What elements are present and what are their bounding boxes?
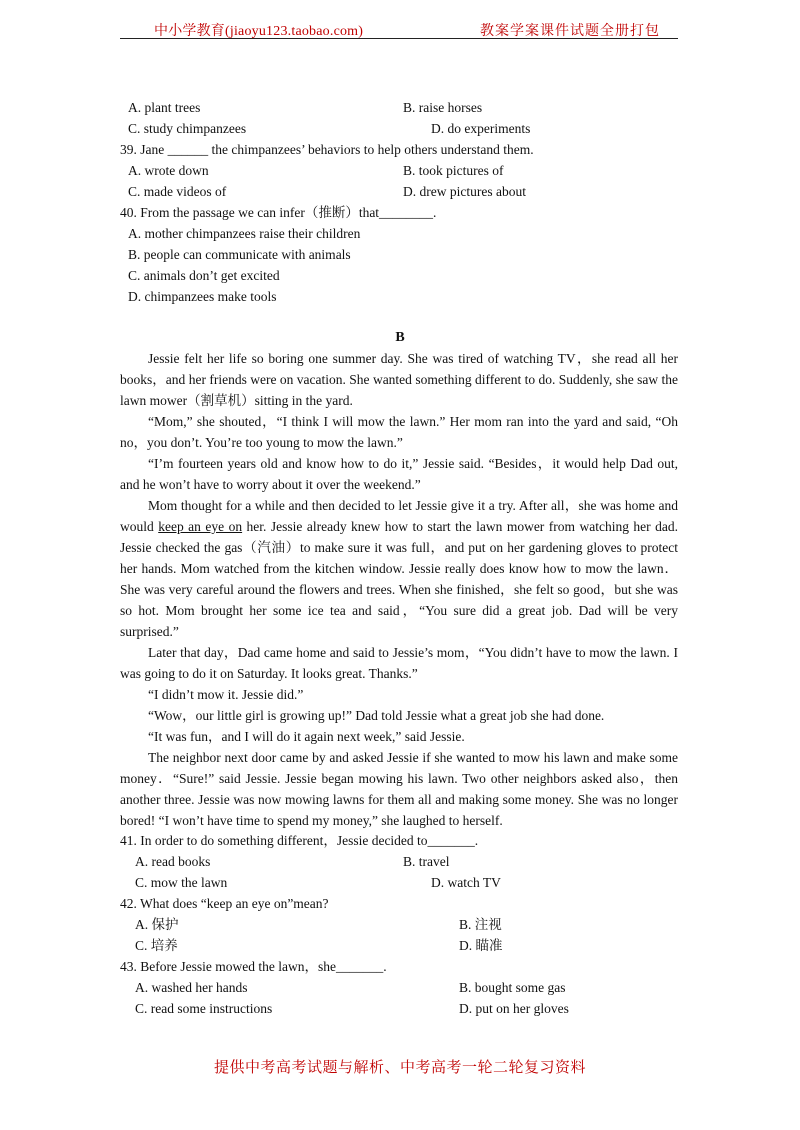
- q43-option-c: C. read some instructions: [135, 1001, 273, 1016]
- q41-option-d: D. watch TV: [431, 875, 501, 890]
- q42-option-c: C. 培养: [135, 938, 178, 953]
- q41-option-c: C. mow the lawn: [135, 875, 228, 890]
- q39-option-a: A. wrote down: [128, 163, 209, 178]
- passage-paragraph-9: The neighbor next door came by and asked Jessie if she wanted to mow his lawn and make some money．“Sure!” said Jessie. Jessie began mowing his lawn. Two other neighbors asked also，then another three. Jessie was now mowing lawns for them all and making some money. She was no longer bored! “I won’t have time to spend my money,” she laughed to herself.: [120, 750, 678, 828]
- header-right-text: 教案学案课件试题全册打包: [480, 24, 660, 39]
- underlined-phrase: keep an eye on: [158, 519, 243, 534]
- q38-option-b: B. raise horses: [403, 100, 483, 115]
- q39-stem: 39. Jane ______ the chimpanzees’ behaviors to help others understand them.: [120, 142, 534, 157]
- paragraph-4-end: her. Jessie already knew how to start the lawn mower from watching her dad. Jessie checked the gas（汽油）to make sure it was full，and put on her gardening gloves to protect her hands. Mom watched from the kitchen window. Jessie really does know how to mow the lawn．She was very careful around the flowers and trees. When she finished，she felt so good，but she was so hot. Mom brought her some ice tea and said，“You sure did a great job. Dad will be very surprised.”: [120, 519, 679, 639]
- q42-option-d: D. 瞄准: [459, 938, 503, 953]
- page-footer: 提供中考高考试题与解析、中考高考一轮二轮复习资料: [213, 1060, 586, 1076]
- q42-option-a: A. 保护: [135, 917, 179, 932]
- page-header: [120, 16, 678, 39]
- passage-paragraph-2: “Mom,” she shouted，“I think I will mow the lawn.” Her mom ran into the yard and said, “Oh no，you don’t. You’re too young to mow the lawn.”: [120, 414, 678, 450]
- q42-option-b: B. 注视: [459, 917, 502, 932]
- passage-paragraph-3: “I’m fourteen years old and know how to do it,” Jessie said. “Besides，it would help Dad out, and he won’t have to worry about it over the weekend.”: [120, 456, 678, 492]
- q43-option-b: B. bought some gas: [459, 980, 566, 995]
- passage-paragraph-8: “It was fun，and I will do it again next week,” said Jessie.: [148, 729, 465, 744]
- q40-option-c: C. animals don’t get excited: [128, 268, 280, 283]
- q40-stem: 40. From the passage we can infer（推断）that________.: [120, 205, 437, 220]
- q42-stem: 42. What does “keep an eye on”mean?: [120, 896, 329, 911]
- q39-option-d: D. drew pictures about: [403, 184, 526, 199]
- q40-option-b: B. people can communicate with animals: [128, 247, 351, 262]
- q43-stem: 43. Before Jessie mowed the lawn，she_______.: [120, 959, 387, 974]
- q43-option-a: A. washed her hands: [135, 980, 248, 995]
- paragraph-4-start: Mom thought for a while and then decided to let Jessie give it a try. After all，she was home and would: [120, 498, 678, 534]
- passage-paragraph-6: “I didn’t mow it. Jessie did.”: [148, 687, 304, 702]
- q38-option-d: D. do experiments: [431, 121, 531, 136]
- passage-paragraph-5: Later that day，Dad came home and said to Jessie’s mom，“You didn’t have to mow the lawn. I was going to do it on Saturday. It looks great. Thanks.”: [120, 645, 678, 681]
- header-left-text: 中小学教育(jiaoyu123.taobao.com): [154, 24, 364, 39]
- q38-option-c: C. study chimpanzees: [128, 121, 247, 136]
- q41-option-a: A. read books: [135, 854, 211, 869]
- q39-option-c: C. made videos of: [128, 184, 227, 199]
- q43-option-d: D. put on her gloves: [459, 1001, 569, 1016]
- passage-paragraph-7: “Wow，our little girl is growing up!” Dad told Jessie what a great job she had done.: [148, 708, 605, 723]
- q40-option-a: A. mother chimpanzees raise their children: [128, 226, 361, 241]
- q41-stem: 41. In order to do something different，Jessie decided to_______.: [120, 833, 479, 848]
- q40-option-d: D. chimpanzees make tools: [128, 289, 277, 304]
- section-title: B: [395, 330, 405, 345]
- q38-option-a: A. plant trees: [128, 100, 201, 115]
- q39-option-b: B. took pictures of: [403, 163, 504, 178]
- passage-paragraph-1: Jessie felt her life so boring one summer day. She was tired of watching TV，she read all her books，and her friends were on vacation. She wanted something different to do. Suddenly, she saw the lawn mower（割草机）sitting in the yard.: [120, 351, 678, 408]
- passage-paragraph-4: [120, 495, 678, 642]
- q41-option-b: B. travel: [403, 854, 450, 869]
